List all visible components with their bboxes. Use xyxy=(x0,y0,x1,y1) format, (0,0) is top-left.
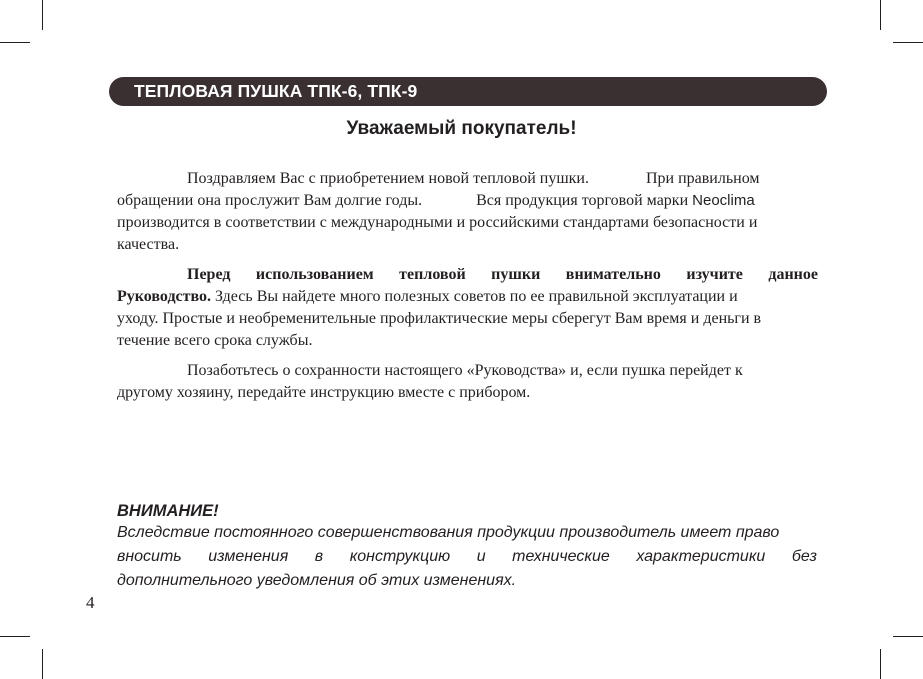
paragraph-read-manual xyxy=(117,264,818,352)
paragraph-line: течение всего срока службы. xyxy=(117,332,313,349)
crop-mark-bottom-left-vertical xyxy=(42,649,43,679)
paragraph-line-bold: Перед использованием тепловой пушки внимательно изучите данное xyxy=(187,266,818,283)
warning-line: Вследствие постоянного совершенствования продукции производитель имеет право xyxy=(117,524,780,541)
warning-line: дополнительного уведомления об этих изменениях. xyxy=(117,572,517,589)
crop-mark-top-left-vertical xyxy=(42,0,43,30)
warning-text xyxy=(117,521,839,593)
title-banner xyxy=(109,77,827,106)
paragraph-line: Руководство. Здесь Вы найдете много полезных советов по ее правильной эксплуатации и xyxy=(117,288,738,305)
paragraph-congratulations xyxy=(117,168,818,256)
warning-line: вносить изменения в конструкцию и технические характеристики без xyxy=(117,548,817,565)
paragraph-line: обращении она прослужит Вам долгие годы. Вся продукция торговой марки Neoclima xyxy=(117,192,755,209)
crop-mark-bottom-left-horizontal xyxy=(0,636,30,637)
crop-mark-bottom-right-vertical xyxy=(880,649,881,679)
paragraph-line: Позаботьтесь о сохранности настоящего «Руководства» и, если пушка перейдет к xyxy=(187,362,743,379)
paragraph-line: производится в соответствии с международными и российскими стандартами безопасности и xyxy=(117,214,758,231)
page-title: ТЕПЛОВАЯ ПУШКА ТПК-6, ТПК-9 xyxy=(134,81,418,101)
paragraph-line: другому хозяину, передайте инструкцию вместе с прибором. xyxy=(117,384,531,401)
crop-mark-top-right-horizontal xyxy=(893,42,923,43)
brand-name: Neoclima xyxy=(692,192,755,209)
warning-title: ВНИМАНИЕ! xyxy=(117,502,219,520)
crop-mark-top-left-horizontal xyxy=(0,42,30,43)
paragraph-line: качества. xyxy=(117,236,180,253)
greeting-heading: Уважаемый покупатель! xyxy=(346,118,577,139)
paragraph-line: уходу. Простые и необременительные профилактические меры сберегут Вам время и деньги в xyxy=(117,310,762,327)
crop-mark-bottom-right-horizontal xyxy=(893,636,923,637)
paragraph-keep-manual xyxy=(117,360,818,404)
page-number: 4 xyxy=(86,593,95,612)
crop-mark-top-right-vertical xyxy=(880,0,881,30)
paragraph-line: Поздравляем Вас с приобретением новой тепловой пушки. При правильном xyxy=(187,170,760,187)
